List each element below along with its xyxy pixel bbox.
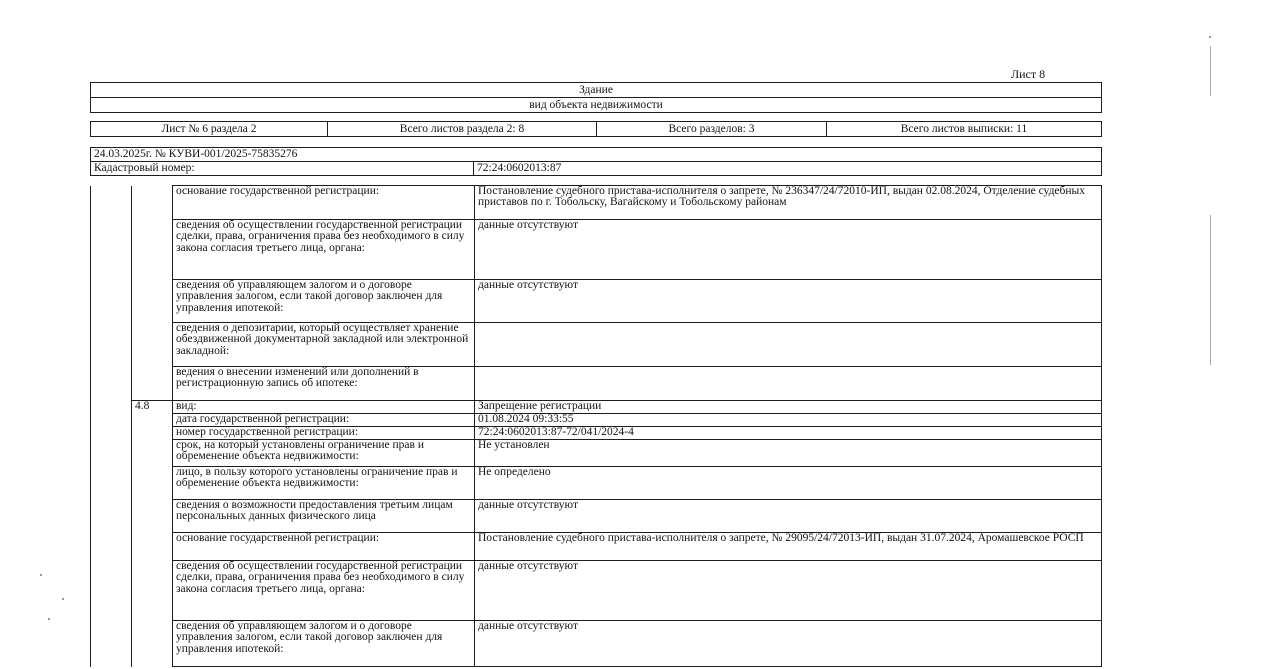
row-gutter bbox=[91, 440, 132, 467]
row-number bbox=[132, 427, 173, 440]
row-value: Постановление судебного пристава-исполнителя о запрете, № 236347/24/72010-ИП, выдан 02.08.2024, Отделение судебных приставов по г. Тобольску, Вагайскому и Тобольскому районам bbox=[475, 186, 1102, 220]
row-value: Запрещение регистрации bbox=[475, 401, 1102, 414]
cadastral-label: Кадастровый номер: bbox=[91, 162, 474, 176]
row-gutter bbox=[91, 427, 132, 440]
row-value bbox=[475, 367, 1102, 401]
row-value: Не определено bbox=[475, 467, 1102, 500]
row-number bbox=[132, 500, 173, 533]
table-row bbox=[91, 621, 1102, 667]
row-gutter bbox=[91, 220, 132, 280]
row-label: основание государственной регистрации: bbox=[173, 533, 475, 561]
row-value: 01.08.2024 09:33:55 bbox=[475, 414, 1102, 427]
row-label: сведения об осуществлении государственной регистрации сделки, права, ограничения права без необходимого в силу закона согласия третьего лица, органа: bbox=[173, 561, 475, 621]
extract-info-table bbox=[90, 147, 1102, 176]
scan-speck bbox=[1209, 36, 1211, 38]
row-number: 4.8 bbox=[132, 401, 173, 414]
row-number bbox=[132, 323, 173, 367]
row-label: дата государственной регистрации: bbox=[173, 414, 475, 427]
scan-edge-mark bbox=[1210, 46, 1211, 96]
table-row bbox=[91, 280, 1102, 323]
row-number bbox=[132, 367, 173, 401]
table-row bbox=[91, 500, 1102, 533]
row-label: лицо, в пользу которого установлены ограничение прав и обременение объекта недвижимости: bbox=[173, 467, 475, 500]
sheet-of-section: Лист № 6 раздела 2 bbox=[91, 122, 328, 137]
row-label: сведения о депозитарии, который осуществляет хранение обездвиженной документарной закладной или электронной закладной: bbox=[173, 323, 475, 367]
row-label: сведения об управляющем залогом и о договоре управления залогом, если такой договор заключен для управления ипотекой: bbox=[173, 280, 475, 323]
row-value: данные отсутствуют bbox=[475, 280, 1102, 323]
table-row bbox=[91, 440, 1102, 467]
table-row bbox=[91, 414, 1102, 427]
extract-date-number: 24.03.2025г. № КУВИ-001/2025-75835276 bbox=[91, 148, 1102, 162]
scan-speck bbox=[48, 618, 50, 620]
scan-edge-mark bbox=[1210, 215, 1211, 365]
table-row bbox=[91, 220, 1102, 280]
row-gutter bbox=[91, 323, 132, 367]
row-value: Постановление судебного пристава-исполнителя о запрете, № 29095/24/72013-ИП, выдан 31.07.2024, Аромашевское РОСП bbox=[475, 533, 1102, 561]
scan-speck bbox=[62, 598, 64, 600]
table-row bbox=[91, 367, 1102, 401]
table-row bbox=[91, 467, 1102, 500]
row-label: ведения о внесении изменений или дополнений в регистрационную запись об ипотеке: bbox=[173, 367, 475, 401]
row-gutter bbox=[91, 533, 132, 561]
object-type-table bbox=[90, 82, 1102, 113]
row-number bbox=[132, 186, 173, 220]
row-gutter bbox=[91, 367, 132, 401]
sheet-number: Лист 8 bbox=[1011, 67, 1046, 81]
row-number bbox=[132, 414, 173, 427]
row-number bbox=[132, 467, 173, 500]
row-gutter bbox=[91, 561, 132, 621]
total-sections: Всего разделов: 3 bbox=[597, 122, 827, 137]
row-label: сведения об управляющем залогом и о договоре управления залогом, если такой договор заключен для управления ипотекой: bbox=[173, 621, 475, 667]
total-sheets-extract: Всего листов выписки: 11 bbox=[827, 122, 1102, 137]
row-gutter bbox=[91, 500, 132, 533]
row-label: срок, на который установлены ограничение прав и обременение объекта недвижимости: bbox=[173, 440, 475, 467]
row-number bbox=[132, 533, 173, 561]
row-label: основание государственной регистрации: bbox=[173, 186, 475, 220]
row-gutter bbox=[91, 401, 132, 414]
table-row bbox=[91, 186, 1102, 220]
row-value bbox=[475, 323, 1102, 367]
row-label: сведения о возможности предоставления третьим лицам персональных данных физического лица bbox=[173, 500, 475, 533]
table-row bbox=[91, 323, 1102, 367]
row-gutter bbox=[91, 414, 132, 427]
row-number bbox=[132, 561, 173, 621]
row-gutter bbox=[91, 467, 132, 500]
row-number bbox=[132, 280, 173, 323]
row-value: данные отсутствуют bbox=[475, 621, 1102, 667]
sheet-info-table bbox=[90, 121, 1102, 137]
table-row bbox=[91, 427, 1102, 440]
row-label: сведения об осуществлении государственной регистрации сделки, права, ограничения права без необходимого в силу закона согласия третьего лица, органа: bbox=[173, 220, 475, 280]
object-type-caption: вид объекта недвижимости bbox=[91, 98, 1102, 113]
total-sheets-section: Всего листов раздела 2: 8 bbox=[328, 122, 597, 137]
row-value: данные отсутствуют bbox=[475, 220, 1102, 280]
encumbrance-table bbox=[90, 185, 1102, 667]
table-row bbox=[91, 561, 1102, 621]
object-type-value: Здание bbox=[91, 83, 1102, 98]
scan-speck bbox=[40, 574, 42, 576]
row-gutter bbox=[91, 186, 132, 220]
row-value: 72:24:0602013:87-72/041/2024-4 bbox=[475, 427, 1102, 440]
row-number bbox=[132, 621, 173, 667]
row-value: данные отсутствуют bbox=[475, 561, 1102, 621]
table-row bbox=[91, 401, 1102, 414]
row-label: номер государственной регистрации: bbox=[173, 427, 475, 440]
row-number bbox=[132, 220, 173, 280]
cadastral-value: 72:24:0602013:87 bbox=[474, 162, 1102, 176]
row-gutter bbox=[91, 280, 132, 323]
row-value: данные отсутствуют bbox=[475, 500, 1102, 533]
table-row bbox=[91, 533, 1102, 561]
row-gutter bbox=[91, 621, 132, 667]
row-number bbox=[132, 440, 173, 467]
row-value: Не установлен bbox=[475, 440, 1102, 467]
row-label: вид: bbox=[173, 401, 475, 414]
